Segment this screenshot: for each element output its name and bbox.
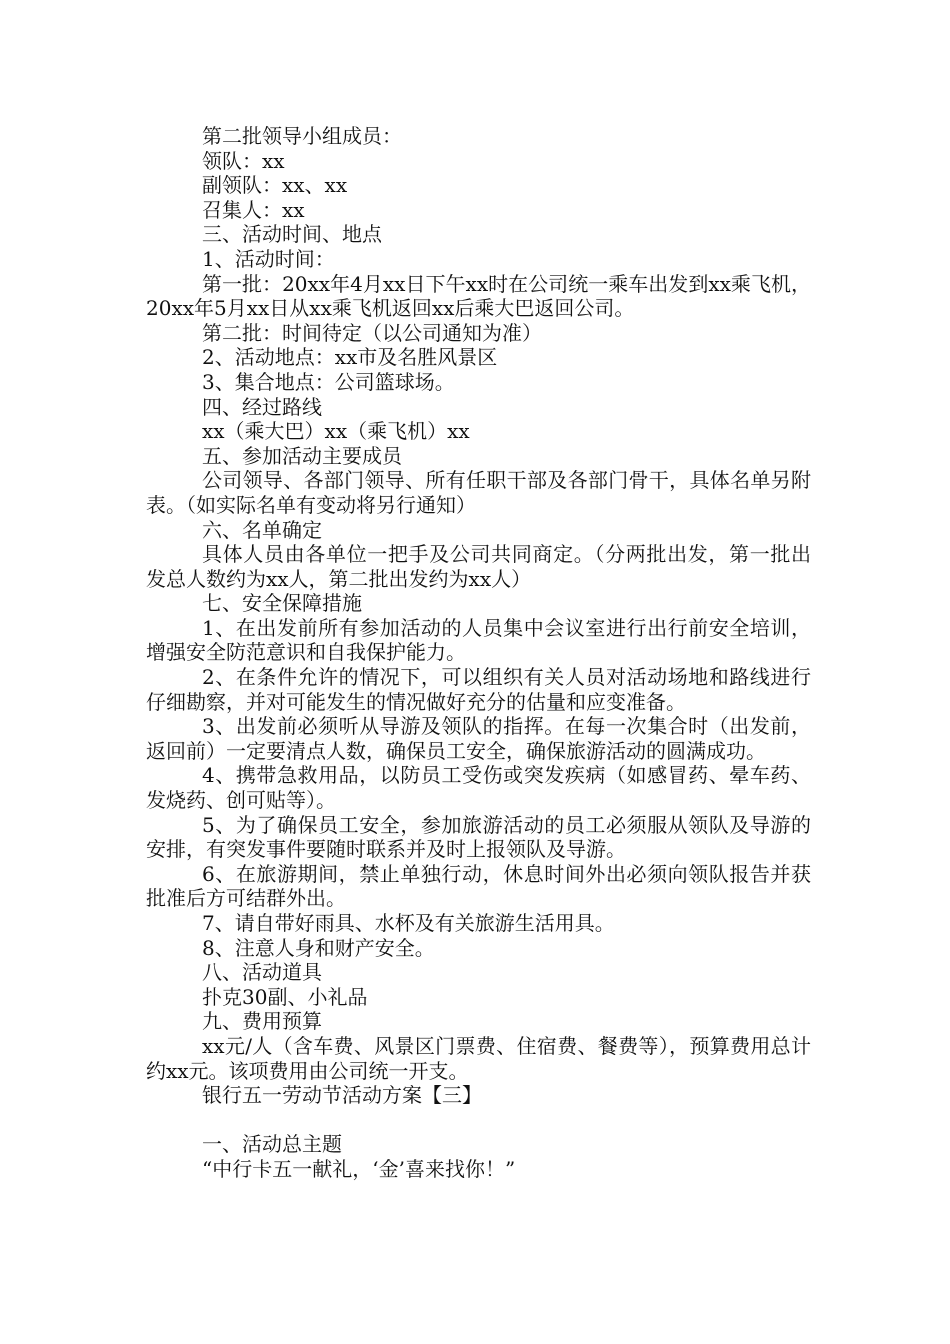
paragraph: 第二批：时间待定（以公司通知为准） xyxy=(202,320,542,345)
paragraph: 第一批：20xx年4月xx日下午xx时在公司统一乘车出发到xx乘飞机，20xx年5月xx日从xx乘飞机返回xx后乘大巴返回公司。 xyxy=(146,271,811,321)
paragraph: xx（乘大巴）xx（乘飞机）xx xyxy=(202,419,470,444)
paragraph: 8、注意人身和财产安全。 xyxy=(202,935,435,960)
paragraph: 领队：xx xyxy=(202,148,285,173)
paragraph: 第二批领导小组成员： xyxy=(202,124,402,148)
document-subtitle: 银行五一劳动节活动方案【三】 xyxy=(202,1083,482,1108)
paragraph: 1、活动时间： xyxy=(202,246,335,271)
document-body xyxy=(146,124,811,1182)
paragraph: 公司领导、各部门领导、所有任职干部及各部门骨干，具体名单另附表。（如实际名单有变动将另行通知） xyxy=(146,468,811,517)
paragraph: 2、在条件允许的情况下，可以组织有关人员对活动场地和路线进行仔细勘察，并对可能发生的情况做好充分的估量和应变准备。 xyxy=(146,665,811,714)
paragraph: 扑克30副、小礼品 xyxy=(202,984,368,1009)
paragraph: 6、在旅游期间，禁止单独行动，休息时间外出必须向领队报告并获批准后方可结群外出。 xyxy=(146,861,811,911)
blank-line xyxy=(146,1108,811,1133)
paragraph: 3、集合地点：公司篮球场。 xyxy=(202,369,455,394)
section-heading: 三、活动时间、地点 xyxy=(202,222,382,247)
paragraph: 5、为了确保员工安全，参加旅游活动的员工必须服从领队及导游的安排，有突发事件要随时联系并及时上报领队及导游。 xyxy=(146,812,811,862)
paragraph: xx元/人（含车费、风景区门票费、住宿费、餐费等），预算费用总计约xx元。该项费用由公司统一开支。 xyxy=(146,1033,811,1083)
paragraph: 具体人员由各单位一把手及公司共同商定。（分两批出发，第一批出发总人数约为xx人，第二批出发约为xx人） xyxy=(146,542,811,591)
section-heading: 八、活动道具 xyxy=(202,960,322,985)
paragraph: 7、请自带好雨具、水杯及有关旅游生活用具。 xyxy=(202,911,615,935)
section-heading: 一、活动总主题 xyxy=(202,1132,342,1157)
section-heading: 六、名单确定 xyxy=(202,517,322,542)
paragraph: 4、携带急救用品，以防员工受伤或突发疾病（如感冒药、晕车药、发烧药、创可贴等）。 xyxy=(146,763,811,813)
paragraph: 2、活动地点：xx市及名胜风景区 xyxy=(202,345,498,370)
paragraph: 副领队：xx、xx xyxy=(202,173,348,198)
paragraph: 3、出发前必须听从导游及领队的指挥。在每一次集合时（出发前，返回前）一定要清点人数，确保员工安全，确保旅游活动的圆满成功。 xyxy=(146,714,811,763)
section-heading: 五、参加活动主要成员 xyxy=(202,443,402,468)
paragraph: 召集人：xx xyxy=(202,197,305,222)
paragraph: 1、在出发前所有参加活动的人员集中会议室进行出行前安全培训，增强安全防范意识和自我保护能力。 xyxy=(146,615,811,665)
section-heading: 九、费用预算 xyxy=(202,1009,322,1034)
section-heading: 四、经过路线 xyxy=(202,394,322,419)
section-heading: 七、安全保障措施 xyxy=(202,591,362,616)
slogan: “中行卡五一献礼，‘金’喜来找你！” xyxy=(202,1156,516,1181)
